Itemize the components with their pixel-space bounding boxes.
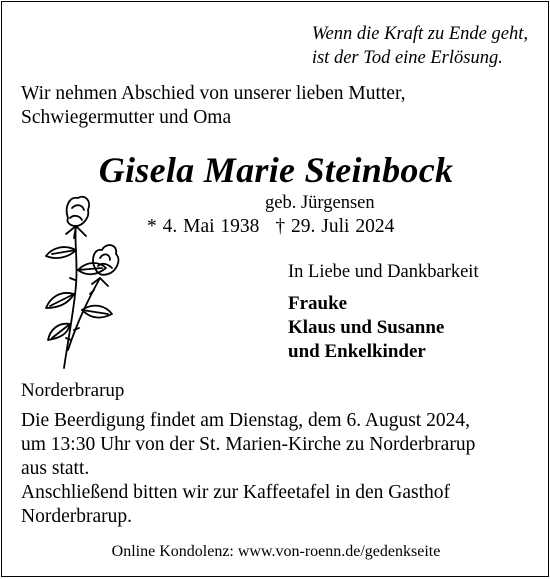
obituary-notice — [1, 1, 549, 577]
funeral-line: aus statt. — [21, 458, 90, 479]
life-dates — [147, 216, 394, 238]
maiden-name: geb. Jürgensen — [265, 193, 375, 213]
intro-line: Wir nehmen Abschied von unserer lieben Mutter, — [21, 83, 406, 104]
deceased-name: Gisela Marie Steinbock — [98, 150, 454, 190]
funeral-line: Anschließend bitten wir zur Kaffeetafel in den Gasthof — [21, 482, 451, 503]
funeral-line: um 13:30 Uhr von der St. Marien-Kirche zu Norderbrarup — [21, 434, 476, 455]
funeral-line: Norderbrarup. — [21, 506, 132, 527]
mourner-name: Frauke — [288, 293, 348, 314]
motto-line: ist der Tod eine Erlösung. — [311, 48, 503, 68]
motto — [312, 22, 528, 70]
mourner-name: Klaus und Susanne — [288, 317, 445, 338]
funeral-details — [21, 409, 533, 529]
motto-line: Wenn die Kraft zu Ende geht, — [311, 24, 528, 44]
mourner-names — [288, 292, 444, 364]
intro-line: Schwiegermutter und Oma — [21, 107, 232, 128]
death-date: † 29. Juli 2024 — [275, 216, 395, 237]
intro-text — [21, 82, 533, 130]
thanks-line: In Liebe und Dankbarkeit — [288, 262, 479, 282]
online-condolence: Online Kondolenz: www.von-roenn.de/gedenkseite — [111, 543, 441, 560]
funeral-line: Die Beerdigung findet am Dienstag, dem 6. August 2024, — [21, 410, 470, 431]
rose-illustration-icon — [30, 190, 138, 374]
birth-date: * 4. Mai 1938 — [147, 216, 260, 237]
mourner-name: und Enkelkinder — [288, 341, 426, 362]
place-name: Norderbrarup — [21, 380, 125, 401]
